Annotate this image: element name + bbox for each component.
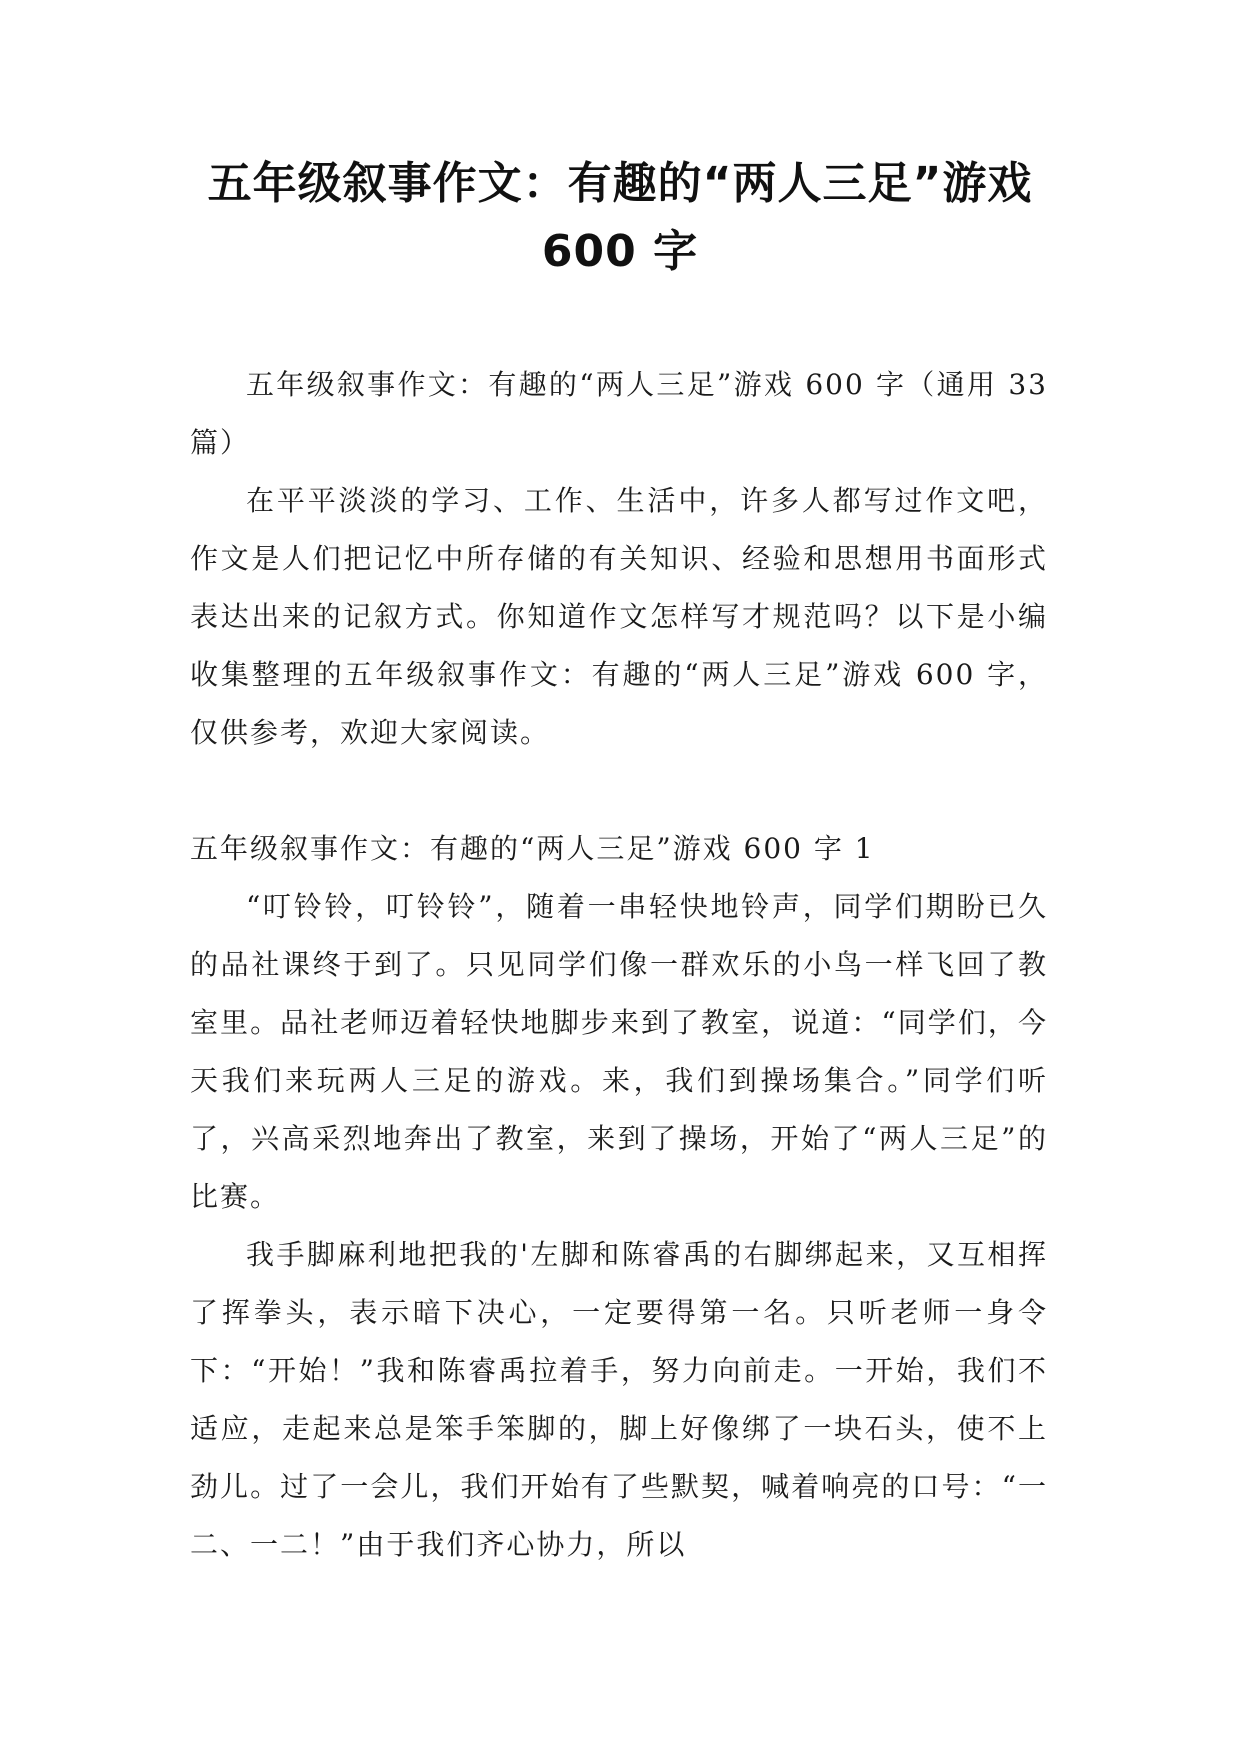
title-line-1: 五年级叙事作文：有趣的“两人三足”游戏 <box>207 158 1033 209</box>
document-title <box>170 150 1070 286</box>
document-body <box>190 356 1048 1574</box>
paragraph-1: “叮铃铃，叮铃铃”，随着一串轻快地铃声，同学们期盼已久的品社课终于到了。只见同学们像一群欢乐的小鸟一样飞回了教室里。品社老师迈着轻快地脚步来到了教室，说道：“同学们，今天我们来玩两人三足的游戏。来，我们到操场集合。”同学们听了，兴高采烈地奔出了教室，来到了操场，开始了“两人三足”的比赛。 <box>190 890 1048 1213</box>
title-line-2: 600 字 <box>541 226 699 277</box>
intro-paragraph: 在平平淡淡的学习、工作、生活中，许多人都写过作文吧，作文是人们把记忆中所存储的有关知识、经验和思想用书面形式表达出来的记叙方式。你知道作文怎样写才规范吗？以下是小编收集整理的五年级叙事作文：有趣的“两人三足”游戏 600 字，仅供参考，欢迎大家阅读。 <box>190 484 1048 749</box>
section-heading: 五年级叙事作文：有趣的“两人三足”游戏 600 字 1 <box>190 832 875 865</box>
intro-title: 五年级叙事作文：有趣的“两人三足”游戏 600 字（通用 33 篇） <box>190 368 1048 459</box>
paragraph-2: 我手脚麻利地把我的'左脚和陈睿禹的右脚绑起来，又互相挥了挥拳头，表示暗下决心，一定要得第一名。只听老师一身令下：“开始！”我和陈睿禹拉着手，努力向前走。一开始，我们不适应，走起来总是笨手笨脚的，脚上好像绑了一块石头，使不上劲儿。过了一会儿，我们开始有了些默契，喊着响亮的口号：“一二、一二！”由于我们齐心协力，所以 <box>190 1238 1048 1561</box>
